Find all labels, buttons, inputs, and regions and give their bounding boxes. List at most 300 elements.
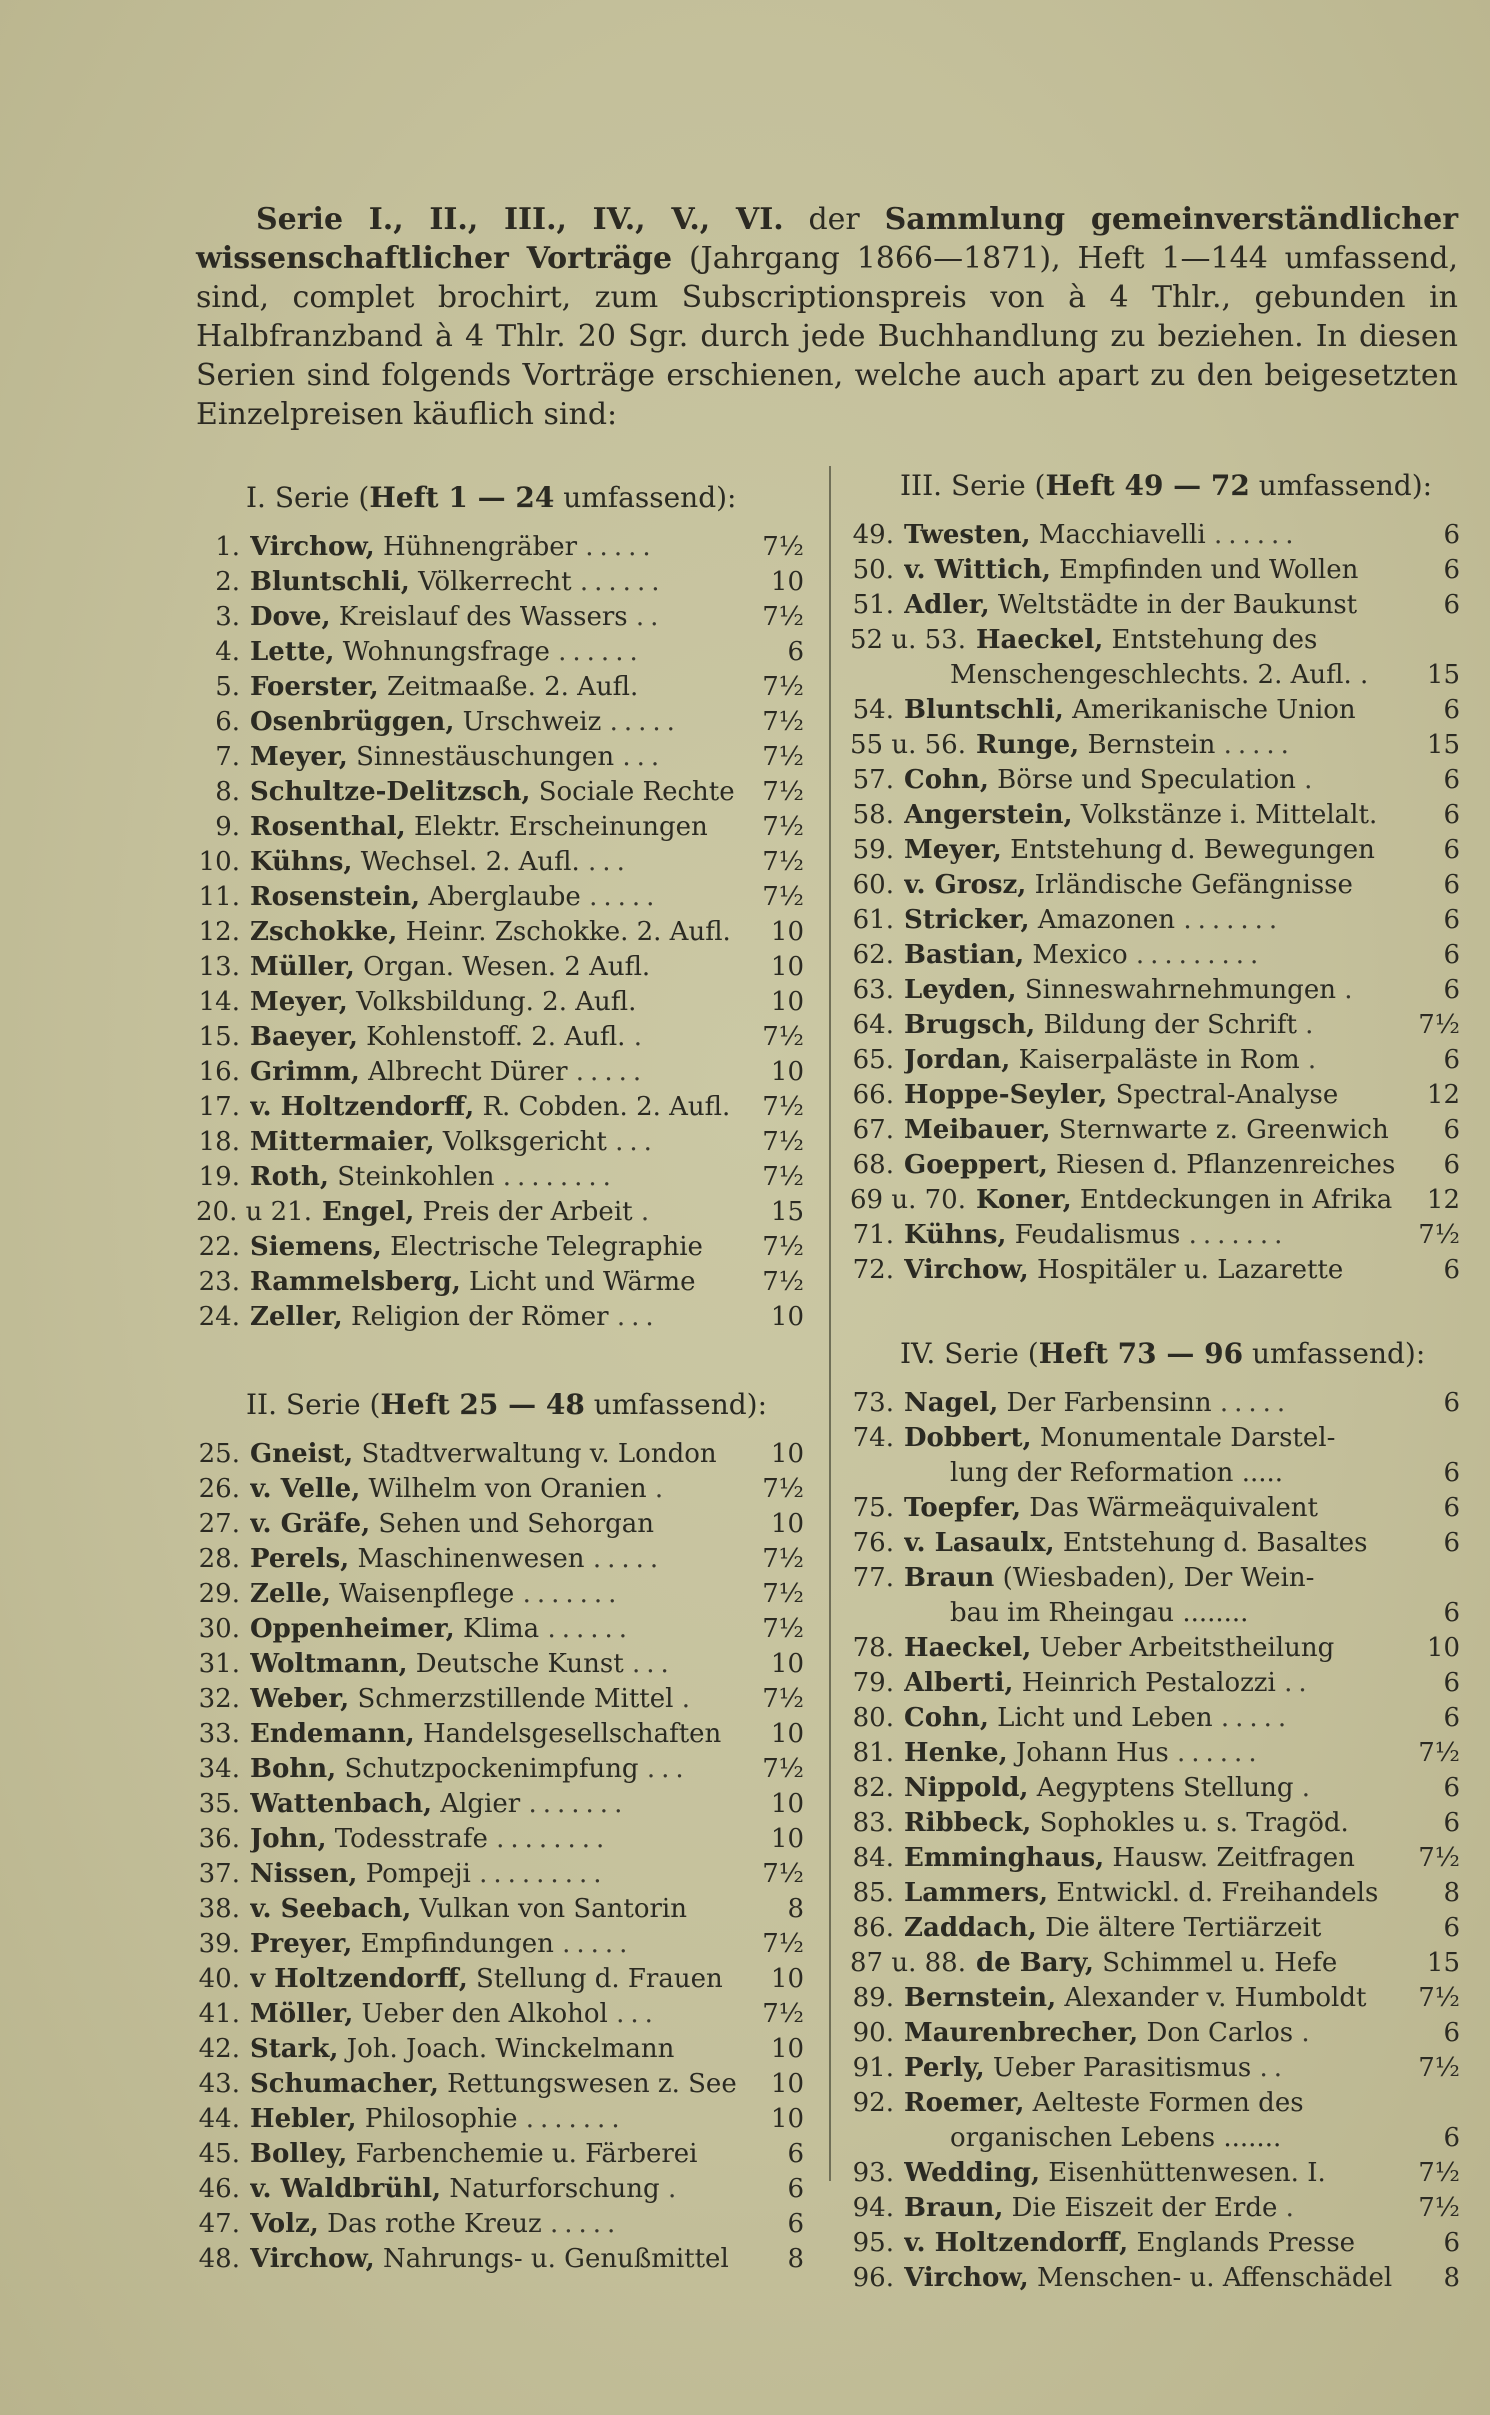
leader-dots: . <box>1304 765 1319 795</box>
lecture-author: Zschokke, <box>250 917 398 947</box>
leader-dots: . <box>667 2174 683 2204</box>
leader-dots: . <box>681 1684 696 1714</box>
leader-dots: ..... <box>609 707 681 737</box>
lecture-entry <box>850 1526 1460 1561</box>
lecture-author: Twesten, <box>904 520 1031 550</box>
series-4 <box>850 1336 1460 2296</box>
left-column <box>196 462 804 2325</box>
series-suffix: umfassend): <box>584 1388 768 1421</box>
leader-dots: ..... <box>1241 1458 1284 1488</box>
lecture-entry <box>196 1125 804 1160</box>
lecture-entry <box>850 833 1460 868</box>
lecture-price: 7½ <box>762 532 804 562</box>
lecture-body <box>904 1736 1412 1771</box>
lecture-author: Kühns, <box>250 847 353 877</box>
lecture-author: Emminghaus, <box>904 1843 1105 1873</box>
lecture-price: 7½ <box>762 1127 804 1157</box>
lecture-author: de Bary, <box>975 1948 1094 1978</box>
lecture-author: v. Wittich, <box>904 555 1051 585</box>
lecture-entry <box>850 1666 1460 1701</box>
lecture-number: 68. <box>852 1150 894 1180</box>
lecture-body <box>250 880 756 915</box>
lecture-title: Entstehung d. Bewegungen <box>1010 835 1375 865</box>
lecture-price: 6 <box>1443 1493 1460 1523</box>
lecture-body <box>976 1183 1412 1218</box>
lecture-number: 42. <box>198 2034 240 2064</box>
lecture-title: Waisenpflege <box>339 1579 515 1609</box>
lecture-body <box>250 810 756 845</box>
lecture-price: 6 <box>1443 555 1460 585</box>
lecture-number: 45. <box>198 2139 240 2169</box>
lecture-title: Sinneswahrnehmungen <box>1024 975 1336 1005</box>
lecture-body <box>250 2242 756 2277</box>
lecture-price: 6 <box>1443 2123 1460 2153</box>
lecture-title: Hausw. Zeitfragen <box>1112 1843 1355 1873</box>
lecture-author: Virchow, <box>250 532 375 562</box>
lecture-body <box>250 2067 756 2102</box>
lecture-title: Philosophie <box>364 2104 518 2134</box>
lecture-price: 8 <box>1443 2263 1460 2293</box>
lecture-number: 89. <box>852 1983 894 2013</box>
lecture-entry <box>196 1962 804 1997</box>
leader-dots: . <box>1307 1045 1323 1075</box>
lecture-number: 91. <box>852 2053 894 2083</box>
lecture-entry <box>196 530 804 565</box>
leader-dots: . <box>1301 1773 1316 1803</box>
series-3 <box>850 468 1460 1288</box>
lecture-number: 69 u. 70. <box>850 1185 966 1215</box>
lecture-entry <box>196 705 804 740</box>
lecture-title: Farbenchemie u. Färberei <box>355 2139 698 2169</box>
lecture-title: Sophokles u. s. Tragöd. <box>1039 1808 1349 1838</box>
lecture-number: 28. <box>198 1544 240 1574</box>
lecture-body <box>250 1542 756 1577</box>
lecture-number: 6. <box>215 707 240 737</box>
lecture-price: 7½ <box>762 1267 804 1297</box>
lecture-author: Adler, <box>904 590 990 620</box>
lecture-body <box>904 1491 1412 1526</box>
lecture-number: 59. <box>852 835 894 865</box>
leader-dots: ...... <box>1177 1738 1263 1768</box>
lecture-entry <box>196 1265 804 1300</box>
lecture-author: v. Lasaulx, <box>904 1528 1055 1558</box>
lecture-number: 4. <box>215 637 240 667</box>
leader-dots: ....... <box>1223 2123 1282 2153</box>
lecture-author: Rosenstein, <box>250 882 421 912</box>
lecture-entry <box>196 845 804 880</box>
intro-connector: der <box>783 202 885 237</box>
lecture-body <box>904 1876 1412 1911</box>
lecture-entry <box>850 2016 1460 2051</box>
lecture-author: Zeller, <box>250 1302 343 1332</box>
lecture-title: Steinkohlen <box>337 1162 495 1192</box>
leader-dots: .. <box>1259 2053 1288 2083</box>
lecture-author: Bastian, <box>904 940 1025 970</box>
lecture-price: 8 <box>1443 1878 1460 1908</box>
lecture-number: 37. <box>198 1859 240 1889</box>
intro-body: (Jahrgang 1866—1871), Heft 1—144 umfassend, sind, complet brochirt, zum Subscriptionspreis von à 4 Thlr., gebunden in Halbfranzband à 4 Thlr. 20 Sgr. durch jede Buchhandlung zu beziehen. In diesen Serien sind folgends Vorträge erschienen, welche auch apart zu den beigesetzten Einzelpreisen käuflich sind: <box>196 241 1459 432</box>
lecture-body <box>904 1771 1412 1806</box>
lecture-author: v. Seebach, <box>250 1894 412 1924</box>
lecture-author: Weber, <box>250 1684 350 1714</box>
lecture-number: 47. <box>198 2209 240 2239</box>
series-heading <box>246 480 804 516</box>
lecture-number: 58. <box>852 800 894 830</box>
lecture-title: R. Cobden. 2. Aufl. <box>482 1092 731 1122</box>
lecture-price: 6 <box>1443 2018 1460 2048</box>
lecture-author: Henke, <box>904 1738 1008 1768</box>
lecture-body <box>904 1526 1412 1561</box>
leader-dots: ..... <box>562 1929 634 1959</box>
lecture-body <box>904 1701 1412 1736</box>
lecture-entry <box>850 2156 1460 2191</box>
lecture-body <box>250 1265 756 1300</box>
leader-dots: ..... <box>1223 730 1295 760</box>
leader-dots: . <box>1301 2018 1316 2048</box>
lecture-price: 8 <box>787 1894 804 1924</box>
lecture-number: 94. <box>852 2193 894 2223</box>
leader-dots: ........ <box>1182 1598 1249 1628</box>
lecture-number: 78. <box>852 1633 894 1663</box>
lecture-entry <box>196 600 804 635</box>
lecture-entry <box>850 1981 1460 2016</box>
lecture-title: Licht und Wärme <box>469 1267 696 1297</box>
lecture-author: Bluntschli, <box>250 567 410 597</box>
lecture-title: Macchiavelli <box>1038 520 1206 550</box>
lecture-entry <box>850 1631 1460 1666</box>
lecture-price: 7½ <box>1418 1220 1460 1250</box>
lecture-entry <box>850 1561 1460 1596</box>
lecture-price: 6 <box>1443 1808 1460 1838</box>
lecture-author: Baeyer, <box>250 1022 358 1052</box>
lecture-title: Kreislauf des Wassers <box>338 602 628 632</box>
lecture-number: 79. <box>852 1668 894 1698</box>
lecture-number: 40. <box>198 1964 240 1994</box>
lecture-body <box>250 1300 756 1335</box>
lecture-body <box>250 565 756 600</box>
lecture-number: 13. <box>198 952 240 982</box>
lecture-entry <box>196 1160 804 1195</box>
lecture-price: 7½ <box>762 1999 804 2029</box>
lecture-author: Gneist, <box>250 1439 354 1469</box>
lecture-author: Schumacher, <box>250 2069 439 2099</box>
lecture-author: Zelle, <box>250 1579 331 1609</box>
lecture-title: Volksbildung. 2. Aufl. <box>356 987 637 1017</box>
lecture-number: 64. <box>852 1010 894 1040</box>
lecture-author: Perels, <box>250 1544 350 1574</box>
lecture-body <box>250 1020 756 1055</box>
lecture-number: 61. <box>852 905 894 935</box>
lecture-title: Spectral-Analyse <box>1115 1080 1339 1110</box>
lecture-body <box>250 1160 756 1195</box>
lecture-price: 12 <box>1426 1185 1460 1215</box>
lecture-author: Müller, <box>250 952 355 982</box>
lecture-body <box>904 1078 1412 1113</box>
lecture-author: Bluntschli, <box>904 695 1064 725</box>
lecture-price: 15 <box>770 1197 804 1227</box>
lecture-entry <box>196 775 804 810</box>
lecture-body <box>250 740 756 775</box>
leader-dots: ....... <box>528 1789 629 1819</box>
column-divider <box>829 466 831 2181</box>
lecture-price: 7½ <box>1418 2193 1460 2223</box>
lecture-entry <box>850 1043 1460 1078</box>
lecture-entry <box>196 1472 804 1507</box>
lecture-entry-continuation <box>850 1596 1460 1631</box>
series-heading <box>900 1336 1460 1372</box>
lecture-price: 10 <box>770 1789 804 1819</box>
lecture-entry <box>196 1090 804 1125</box>
lecture-title: Stadtverwaltung v. London <box>361 1439 717 1469</box>
lecture-price: 6 <box>1443 835 1460 865</box>
intro-text <box>196 200 1458 434</box>
lecture-entry <box>196 1542 804 1577</box>
lecture-author: Schultze-Delitzsch, <box>250 777 531 807</box>
lecture-title: Das rothe Kreuz <box>327 2209 542 2239</box>
lecture-title: Albrecht Dürer <box>368 1057 568 1087</box>
lecture-number: 65. <box>852 1045 894 1075</box>
lecture-entry <box>196 1787 804 1822</box>
lecture-price: 10 <box>770 2069 804 2099</box>
lecture-author: Brugsch, <box>904 1010 1036 1040</box>
lecture-body <box>904 1421 1412 1456</box>
lecture-author: Meyer, <box>250 987 348 1017</box>
lecture-price: 7½ <box>1418 1983 1460 2013</box>
lecture-body <box>904 2226 1412 2261</box>
lecture-price: 7½ <box>762 1162 804 1192</box>
series-heft-range: Heft 49 — 72 <box>1045 469 1250 502</box>
series-suffix: umfassend): <box>1243 1337 1426 1370</box>
leader-dots: ....... <box>1183 905 1284 935</box>
lecture-author: Goeppert, <box>904 1150 1048 1180</box>
lecture-author: v. Grosz, <box>904 870 1027 900</box>
lecture-body <box>250 635 756 670</box>
lecture-number: 36. <box>198 1824 240 1854</box>
lecture-price: 6 <box>1443 870 1460 900</box>
lecture-body <box>904 2086 1412 2121</box>
series-label: IV. Serie ( <box>900 1337 1039 1370</box>
lecture-number: 39. <box>198 1929 240 1959</box>
lecture-price: 6 <box>1443 1388 1460 1418</box>
leader-dots: ...... <box>558 637 644 667</box>
lecture-price: 10 <box>770 1439 804 1469</box>
lecture-entry <box>850 2261 1460 2296</box>
lecture-entry <box>850 693 1460 728</box>
lecture-price: 6 <box>787 2139 804 2169</box>
lecture-price: 7½ <box>762 1754 804 1784</box>
leader-dots: .. <box>1284 1668 1313 1698</box>
lecture-number: 24. <box>198 1302 240 1332</box>
lecture-author: Cohn, <box>904 1703 989 1733</box>
lecture-author: Meyer, <box>904 835 1002 865</box>
lecture-number: 48. <box>198 2244 240 2274</box>
lecture-author: Virchow, <box>904 1255 1029 1285</box>
lecture-body <box>250 1437 756 1472</box>
lecture-body <box>904 1981 1412 2016</box>
lecture-author: Angerstein, <box>904 800 1073 830</box>
lecture-author: Dove, <box>250 602 331 632</box>
lecture-body <box>250 1787 756 1822</box>
lecture-body <box>250 1997 756 2032</box>
lecture-title: Ueber Arbeitstheilung <box>1039 1633 1335 1663</box>
lecture-number: 95. <box>852 2228 894 2258</box>
leader-dots: ........ <box>496 1824 611 1854</box>
lecture-entry <box>196 1857 804 1892</box>
lecture-title: Amerikanische Union <box>1072 695 1356 725</box>
lecture-author: Nissen, <box>250 1859 358 1889</box>
lecture-author: Oppenheimer, <box>250 1614 455 1644</box>
lecture-title: Alexander v. Humboldt <box>1064 1983 1367 2013</box>
lecture-author: Dobbert, <box>904 1423 1032 1453</box>
lecture-author: Haeckel, <box>975 625 1104 655</box>
lecture-title: (Wiesbaden), Der Wein- <box>1002 1563 1315 1593</box>
lecture-body <box>250 1507 756 1542</box>
lecture-title: Englands Presse <box>1136 2228 1356 2258</box>
lecture-number: 5. <box>215 672 240 702</box>
lecture-price: 6 <box>1443 1528 1460 1558</box>
lecture-title: Feudalismus <box>1014 1220 1181 1250</box>
lecture-entry <box>850 623 1460 658</box>
lecture-body <box>904 553 1412 588</box>
series-heading <box>246 1387 804 1423</box>
lecture-number: 93. <box>852 2158 894 2188</box>
lecture-price: 7½ <box>762 672 804 702</box>
leader-dots: ..... <box>575 1057 648 1087</box>
lecture-body <box>904 2016 1412 2051</box>
lecture-number: 50. <box>852 555 894 585</box>
lecture-entry <box>850 1078 1460 1113</box>
lecture-title: Entwickl. d. Freihandels <box>1056 1878 1379 1908</box>
lecture-number: 60. <box>852 870 894 900</box>
lecture-title: Algier <box>440 1789 521 1819</box>
lecture-body <box>904 763 1412 798</box>
intro-series-list: Serie I., II., III., IV., V., VI. <box>256 202 784 237</box>
lecture-price: 10 <box>770 1509 804 1539</box>
lecture-entry <box>196 2172 804 2207</box>
lecture-author: Koner, <box>975 1185 1072 1215</box>
lecture-title: Nahrungs- u. Genußmittel <box>382 2244 729 2274</box>
lecture-entry <box>196 565 804 600</box>
series-label: II. Serie ( <box>246 1388 381 1421</box>
lecture-price: 7½ <box>1418 1843 1460 1873</box>
lecture-title: Rettungswesen z. See <box>447 2069 737 2099</box>
lecture-title: Hühnengräber <box>382 532 578 562</box>
lecture-entry <box>850 588 1460 623</box>
lecture-entry <box>196 2242 804 2277</box>
lecture-body <box>950 2121 1412 2156</box>
lecture-entry-continuation <box>850 2121 1460 2156</box>
lecture-author: Braun <box>904 1563 995 1593</box>
lecture-body <box>904 1148 1412 1183</box>
lecture-price: 7½ <box>762 1474 804 1504</box>
lecture-title: Sociale Rechte <box>538 777 735 807</box>
lecture-body <box>904 1113 1412 1148</box>
lecture-entry <box>196 1682 804 1717</box>
lecture-title: Don Carlos <box>1146 2018 1294 2048</box>
lecture-body <box>250 530 756 565</box>
lecture-price: 7½ <box>1418 2053 1460 2083</box>
lecture-body <box>950 658 1412 693</box>
lecture-body <box>250 1125 756 1160</box>
lecture-number: 19. <box>198 1162 240 1192</box>
lecture-price: 10 <box>770 1302 804 1332</box>
leader-dots: ... <box>616 1302 660 1332</box>
lecture-entry <box>850 798 1460 833</box>
lecture-title: Licht und Leben <box>997 1703 1213 1733</box>
lecture-entry <box>196 985 804 1020</box>
leader-dots: ...... <box>547 1614 634 1644</box>
leader-dots: ..... <box>589 882 661 912</box>
lecture-number: 18. <box>198 1127 240 1157</box>
lecture-title: Menschen- u. Affenschädel <box>1036 2263 1393 2293</box>
lecture-entry <box>196 1507 804 1542</box>
lecture-title: Empfindungen <box>360 1929 554 1959</box>
lecture-title: Entstehung d. Basaltes <box>1062 1528 1368 1558</box>
lecture-author: v Holtzendorff, <box>250 1964 468 1994</box>
lecture-author: Bernstein, <box>904 1983 1057 2013</box>
lecture-title: Schimmel u. Hefe <box>1102 1948 1338 1978</box>
leader-dots: ..... <box>585 532 657 562</box>
lecture-number: 72. <box>852 1255 894 1285</box>
lecture-number: 16. <box>198 1057 240 1087</box>
lecture-body <box>976 728 1412 763</box>
lecture-title: Sternwarte z. Greenwich <box>1058 1115 1389 1145</box>
lecture-body <box>904 903 1412 938</box>
lecture-body <box>250 2172 756 2207</box>
lecture-body <box>250 1857 756 1892</box>
lecture-author: Nagel, <box>904 1388 999 1418</box>
lecture-body <box>250 1962 756 1997</box>
lecture-price: 10 <box>770 567 804 597</box>
lecture-body <box>904 1218 1412 1253</box>
lecture-price: 6 <box>1443 1598 1460 1628</box>
lecture-body <box>250 670 756 705</box>
lecture-title: Aegyptens Stellung <box>1036 1773 1294 1803</box>
lecture-body <box>250 1577 756 1612</box>
leader-dots: ... <box>631 1649 675 1679</box>
collection-title: Sammlung gemeinverständlicher wissenschaftlicher Vorträge <box>196 202 1459 276</box>
lecture-price: 6 <box>1443 1115 1460 1145</box>
lecture-body <box>950 1596 1412 1631</box>
leader-dots: ........ <box>502 1162 617 1192</box>
lecture-number: 66. <box>852 1080 894 1110</box>
lecture-body <box>250 2102 756 2137</box>
lecture-entry <box>850 1876 1460 1911</box>
lecture-entry <box>196 1717 804 1752</box>
lecture-entry <box>850 2191 1460 2226</box>
lecture-number: 12. <box>198 917 240 947</box>
lecture-title: Zeitmaaße. 2. Aufl. <box>386 672 639 702</box>
lecture-number: 20. u 21. <box>196 1197 312 1227</box>
leader-dots: . <box>1285 2193 1300 2223</box>
lecture-entry <box>850 2051 1460 2086</box>
lecture-author: Rosenthal, <box>250 812 406 842</box>
lecture-entry <box>196 2102 804 2137</box>
lecture-author: Siemens, <box>250 1232 382 1262</box>
lecture-number: 44. <box>198 2104 240 2134</box>
lecture-price: 7½ <box>762 1929 804 1959</box>
lecture-entry-continuation <box>850 658 1460 693</box>
lecture-entry <box>196 2137 804 2172</box>
lecture-price: 7½ <box>1418 1738 1460 1768</box>
lecture-author: Cohn, <box>904 765 989 795</box>
lecture-title: Urschweiz <box>462 707 602 737</box>
lecture-price: 10 <box>770 987 804 1017</box>
lecture-number: 67. <box>852 1115 894 1145</box>
lecture-price: 7½ <box>762 1614 804 1644</box>
lecture-title-continued: organischen Lebens <box>950 2123 1216 2153</box>
lecture-entry <box>196 2207 804 2242</box>
